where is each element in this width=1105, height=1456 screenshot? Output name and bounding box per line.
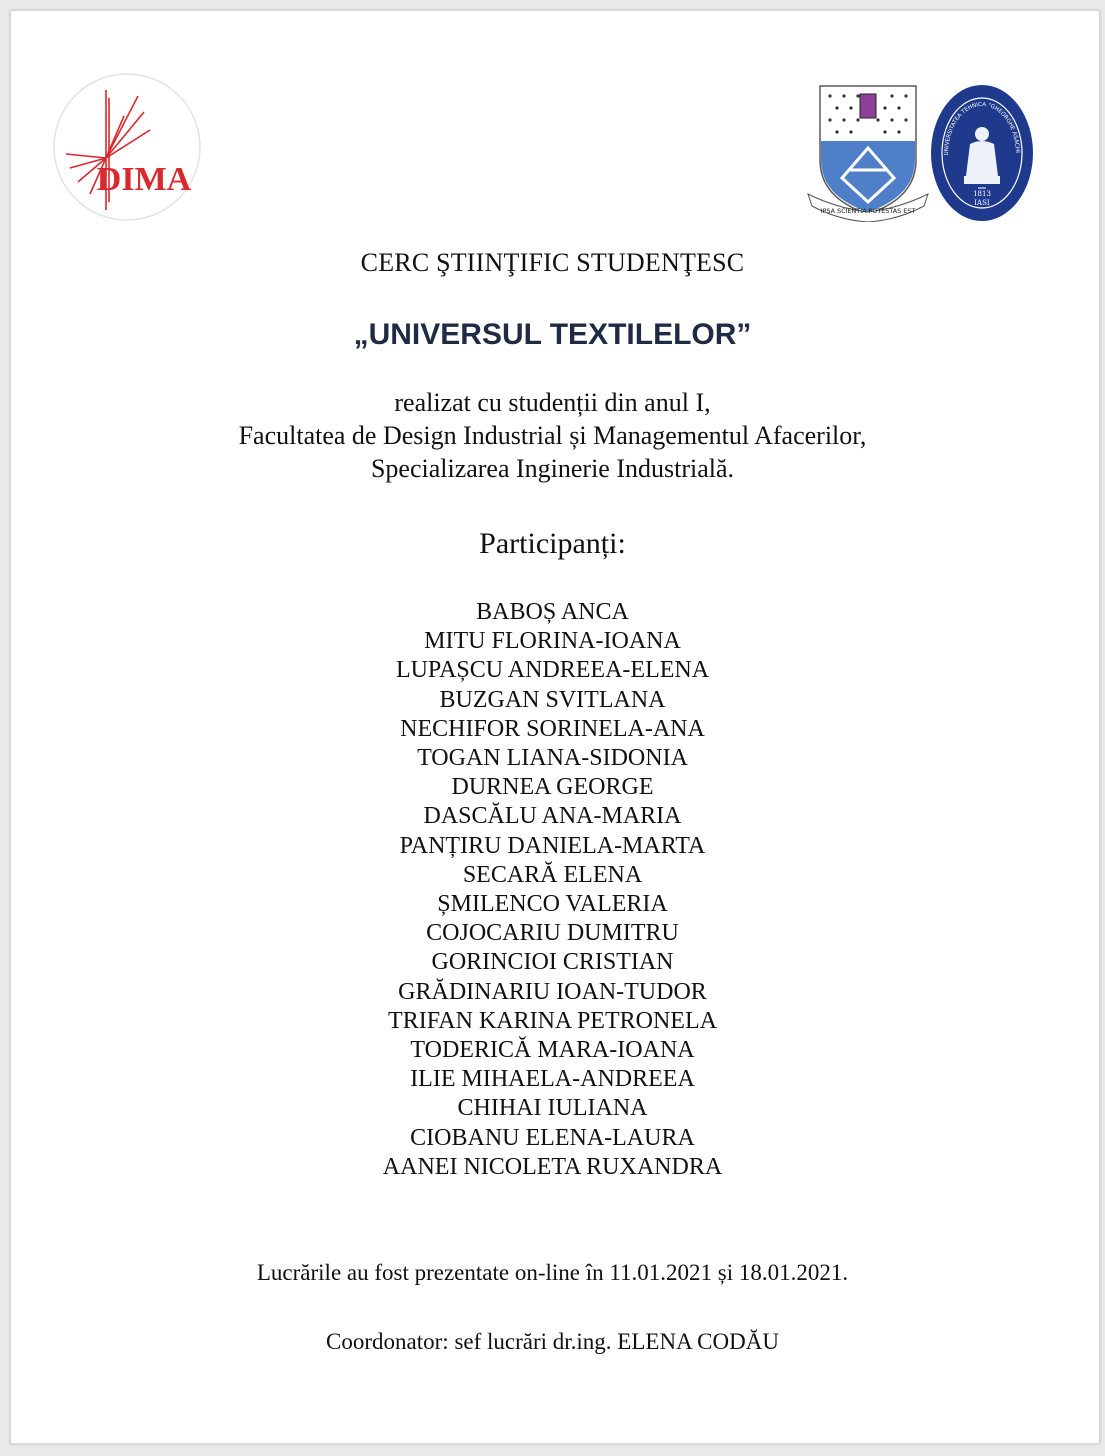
participant-name: AANEI NICOLETA RUXANDRA [382,1153,723,1180]
university-seal-logo [930,84,1034,222]
participant-name: DURNEA GEORGE [451,774,654,801]
intro-paragraph [0,386,1105,485]
participant-name: NECHIFOR SORINELA-ANA [400,715,705,742]
participant-name: TOGAN LIANA-SIDONIA [417,745,688,772]
dima-logo [52,72,202,222]
participant-name: CIOBANU ELENA-LAURA [410,1124,695,1151]
dima-logo-text: DIMA [96,161,192,198]
coordinator-line: Coordonator: sef lucrări dr.ing. ELENA CODĂU [326,1329,779,1354]
document-title: „UNIVERSUL TEXTILELOR” [353,318,752,351]
faculty-shield-logo [806,82,930,222]
participant-name: BUZGAN SVITLANA [439,686,666,713]
seal-text: UNIVERSITATEA TEHNICA "GHEORGHE ASACHI [943,101,1020,156]
participant-name: CHIHAI IULIANA [457,1095,648,1122]
circle-heading: CERC ŞTIINŢIFIC STUDENŢESC [360,248,745,277]
participant-name: MITU FLORINA-IOANA [424,628,681,655]
participant-name: ȘMILENCO VALERIA [437,891,668,918]
shield-motto: IPSA SCIENTIA POTESTAS EST [820,207,916,215]
participant-name: PANȚIRU DANIELA-MARTA [399,832,706,859]
participant-name: GRĂDINARIU IOAN-TUDOR [398,978,707,1005]
seal-city: IASI [974,199,990,207]
participants-heading: Participanți: [479,527,626,560]
participant-name: TODERICĂ MARA-IOANA [410,1037,695,1064]
seal-year: 1813 [973,190,991,198]
participant-name: ILIE MIHAELA-ANDREEA [410,1066,695,1093]
participant-name: DASCĂLU ANA-MARIA [423,803,682,830]
participants-list [0,598,1105,1182]
intro-line: Specializarea Inginerie Industrială. [370,454,735,483]
participant-name: SECARĂ ELENA [462,861,643,888]
participant-name: GORINCIOI CRISTIAN [431,949,674,976]
intro-line: realizat cu studenții din anul I, [394,388,711,417]
intro-line: Facultatea de Design Industrial și Managementul Afacerilor, [238,421,867,450]
participant-name: TRIFAN KARINA PETRONELA [388,1007,717,1034]
participant-name: LUPAȘCU ANDREEA-ELENA [395,657,710,684]
participant-name: BABOȘ ANCA [476,599,629,625]
presentation-note: Lucrările au fost prezentate on-line în 11.01.2021 și 18.01.2021. [256,1260,849,1285]
participant-name: COJOCARIU DUMITRU [426,920,679,947]
